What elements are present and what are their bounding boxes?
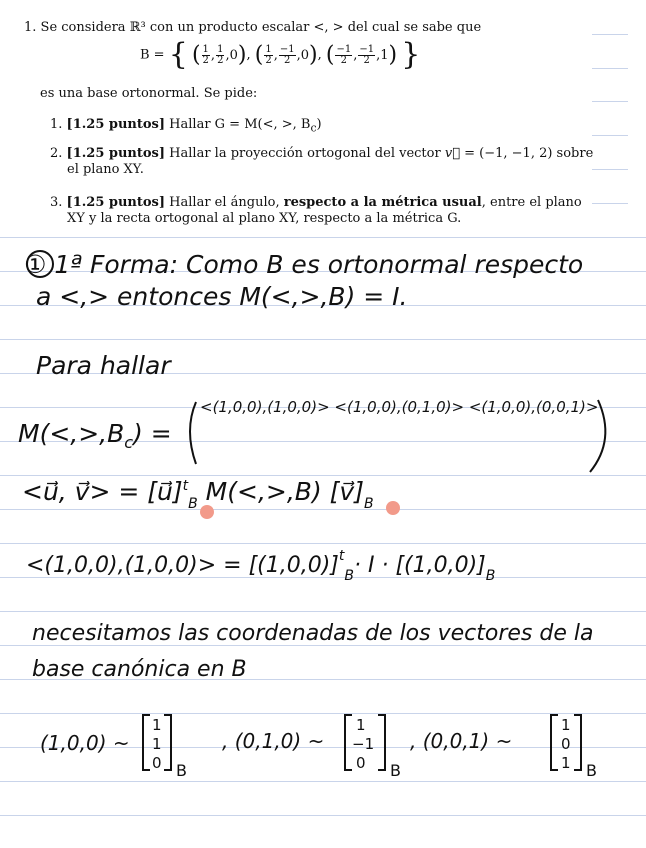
intro-prefix: 1. Se considera: [24, 20, 130, 35]
svg-text:B: B: [176, 761, 187, 780]
coordinate-vector-3: [410, 715, 597, 780]
highlight-mark: [200, 505, 214, 519]
ortho-text: es una base ortonormal. Se pide:: [40, 86, 258, 101]
svg-text:B: B: [586, 761, 597, 780]
svg-text:−1: −1: [352, 735, 375, 753]
svg-text:0: 0: [356, 754, 366, 772]
space-symbol: ℝ³: [129, 20, 146, 35]
svg-text:1: 1: [152, 735, 162, 753]
svg-text:1: 1: [356, 716, 366, 734]
item-1: 1. [1.25 puntos] Hallar G = M(<, >, $B_c$): [50, 117, 322, 135]
svg-text:1: 1: [561, 716, 571, 734]
hand-line-4: $M(<,>,B_c)$ =: [18, 419, 172, 452]
basis-vector-1: ( $\frac{1}{2}$ , $\frac{1}{2}$ ,0): [191, 42, 247, 67]
svg-text:(1,0,0) ~: (1,0,0) ~: [40, 731, 130, 755]
svg-text:0: 0: [152, 754, 162, 772]
svg-text:1: 1: [152, 716, 162, 734]
svg-text:, (0,0,1) ~: , (0,0,1) ~: [410, 729, 513, 753]
brace-open: {: [168, 37, 188, 72]
hand-line-3: Para hallar: [36, 351, 171, 380]
svg-text:1: 1: [561, 754, 571, 772]
svg-text:0: 0: [561, 735, 571, 753]
hand-line-6: $<(1,0,0),(1,0,0)> = [(1,0,0)]^t_B\cdot I \cdot [(1,0,0)]_B$: [26, 548, 496, 584]
highlight-mark: [386, 501, 400, 515]
hand-line-1: ① 1ª Forma: Como B es ortonormal respecto: [24, 250, 584, 279]
matrix-paren-left: [190, 402, 196, 464]
hand-line-8: base canónica en B: [32, 657, 247, 682]
brace-close: }: [401, 37, 421, 72]
basis-definition: B = { ( $\frac{1}{2}$ , $\frac{1}{2}$ ,0), ( $\frac{1}{2}$ , $\frac{-1}{2}$ ,0), ( $\frac{-1}{2}$ , $\frac{-1}{2}$ ,1) }: [140, 37, 421, 72]
basis-vector-2: ( $\frac{1}{2}$ , $\frac{-1}{2}$ ,0): [254, 42, 318, 67]
intro-suffix: con un producto escalar <, > del cual se sabe que: [145, 20, 482, 35]
coordinate-vector-2: [222, 715, 401, 780]
item-2-line2: el plano XY.: [67, 162, 144, 177]
svg-text:, (0,1,0) ~: , (0,1,0) ~: [222, 729, 325, 753]
hand-line-7: necesitamos las coordenadas de los vectores de la: [32, 621, 594, 646]
hand-line-5: <u⃗, v⃗> = [u⃗]$^t_B$ M(<,>,B) $[v⃗]_B$: [22, 477, 374, 512]
item-3: 3. [1.25 puntos] Hallar el ángulo, respecto a la métrica usual, entre el plano: [50, 195, 582, 210]
item-3-line2: XY y la recta ortogonal al plano XY, respecto a la métrica G.: [67, 211, 462, 226]
item-2: 2. [1.25 puntos] Hallar la proyección ortogonal del vector v⃗ = (−1, −1, 2) sobre: [50, 146, 594, 161]
svg-text:B: B: [390, 761, 401, 780]
matrix-row-1: <(1,0,0),(1,0,0)> <(1,0,0),(0,1,0)> <(1,0,0),(0,0,1)>: [200, 398, 599, 416]
coordinate-vector-1: [40, 715, 187, 780]
basis-vector-3: ( $\frac{-1}{2}$ , $\frac{-1}{2}$ ,1): [325, 42, 398, 67]
hand-line-2: a <,> entonces M(<,>,B) = I.: [36, 282, 408, 311]
basis-lhs: B =: [140, 47, 165, 63]
